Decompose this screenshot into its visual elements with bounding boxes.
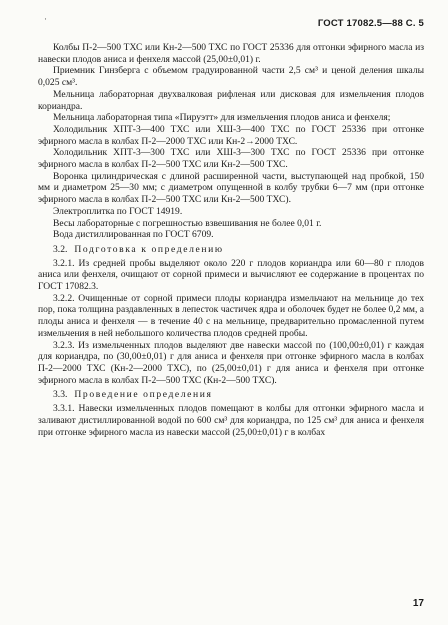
document-body — [38, 42, 424, 438]
paragraph: Приемник Гинзберга с объемом градуированной части 2,5 см³ и ценой деления шкалы 0,025 см³. — [38, 65, 424, 89]
paragraph: 3.2.2. Очищенные от сорной примеси плоды кориандра измельчают на мельнице до тех пор, пока толщина раздавленных в лепесток частичек ядра и оболочек будет не более 0,2 мм, а плоды аниса и фенхеля — в течение 40 с на мельнице, предварительно промасленной путем измельчения в ней небольшого количества плодов средней пробы. — [38, 292, 424, 339]
apparatus-list — [38, 42, 424, 241]
page-header: ГОСТ 17082.5—88 С. 5 — [317, 18, 424, 29]
paragraph: Холодильник ХПТ-3—400 ТХС или ХШ-3—400 ТХС по ГОСТ 25336 при отгонке эфирного масла в колбах П-2—2000 ТХС или Кн-2→2000 ТХС. — [38, 123, 424, 147]
paragraph: 3.2.1. Из средней пробы выделяют около 220 г плодов кориандра или 60—80 г плодов аниса или фенхеля, очищают от сорной примеси и вычисляют ее содержание в процентах по ГОСТ 17082.3. — [38, 257, 424, 293]
section-title: Подготовка к определению — [74, 243, 224, 255]
paragraph: 3.3.1. Навески измельченных плодов помещают в колбы для отгонки эфирного масла и заливают дистиллированной водой по 600 см³ для кориандра, по 125 см³ для аниса и фенхеля при отгонке эфирного масла из навески массой (25,00±0,01) г в колбах — [38, 403, 424, 438]
section-title: Проведение определения — [74, 389, 213, 401]
paragraph: Вода дистиллированная по ГОСТ 6709. — [53, 229, 214, 241]
paragraph: Мельница лабораторная двухвалковая рифленая или дисковая для измельчения плодов кориандра. — [38, 88, 424, 112]
section-number: 3.3. — [53, 389, 68, 401]
paragraph: Мельница лабораторная типа «Пируэтт» для измельчения плодов аниса и фенхеля; — [53, 112, 391, 124]
paragraph: Холодильник ХПТ-3—300 ТХС или ХШ-3—300 ТХС по ГОСТ 25336 при отгонке эфирного масла в колбах П-2—500 ТХС или Кн-2—500 ТХС. — [38, 147, 424, 171]
paragraph: Колбы П-2—500 ТХС или Кн-2—500 ТХС по ГОСТ 25336 для отгонки эфирного масла из навески плодов аниса и фенхеля массой (25,00±0,01) г. — [38, 42, 424, 65]
paragraph: Воронка цилиндрическая с длиной расширенной части, выступающей над пробкой, 150 мм и диаметром 25—30 мм; с диаметром опущенной в колбу трубки 6—7 мм (при отгонке эфирного масла в колбах П-2—500 ТХС или Кн-2—500 ТХС). — [38, 170, 424, 206]
paragraph: Электроплитка по ГОСТ 14919. — [53, 205, 183, 217]
page-number: 17 — [412, 598, 424, 609]
paragraph: 3.2.3. Из измельченных плодов выделяют две навески массой по (100,00±0,01) г каждая для кориандра, по (30,00±0,01) г для аниса и фенхеля при отгонке эфирного масла в колбах П-2—2000 ТХС (Кн-2—2000 ТХС), по (25,00±0,01) г для аниса и фенхеля при отгонке эфирного масла в колбах П-2—500 ТХС (Кн-2—500 ТХС). — [38, 339, 424, 386]
corner-mark: · — [44, 14, 47, 24]
section-number: 3.2. — [53, 243, 68, 255]
section-heading-3-3 — [38, 389, 424, 401]
paragraph: Весы лабораторные с погрешностью взвешивания не более 0,01 г. — [53, 217, 322, 229]
section-heading-3-2 — [38, 244, 424, 256]
